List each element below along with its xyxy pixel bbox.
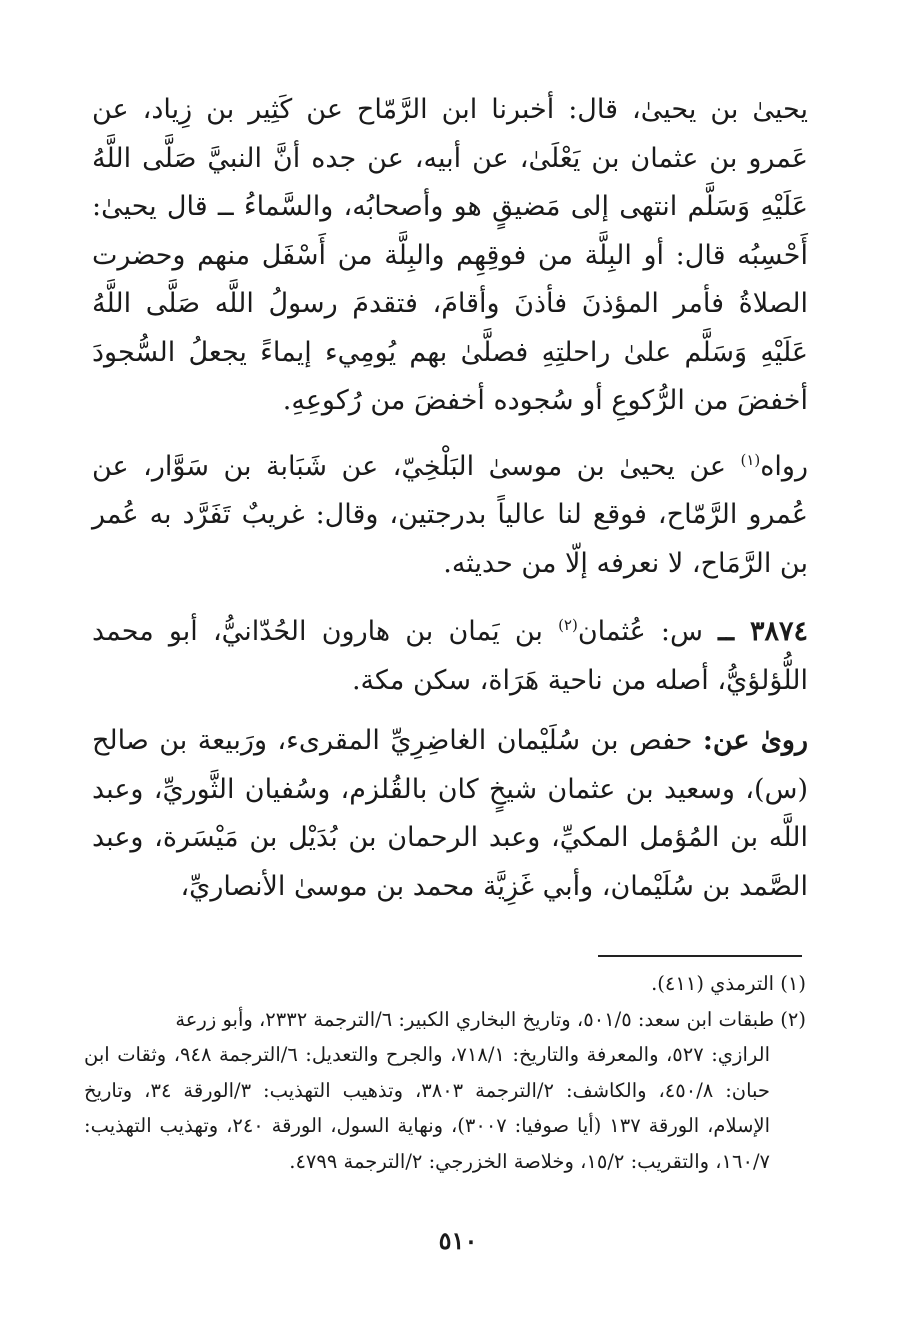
narration-lead: رواه [760, 450, 808, 482]
footnote-label: (١) [780, 972, 806, 995]
page-number: ٥١٠ [438, 1226, 478, 1255]
biography-entry [92, 608, 808, 705]
narrated-from-paragraph [92, 717, 808, 911]
footnote-2 [84, 1002, 806, 1038]
entry-name: س: عُثمان [577, 616, 719, 647]
footnote-divider [598, 955, 802, 957]
footnote-text: الرازي: ٥٢٧، والمعرفة والتاريخ: ٧١٨/١، والجرح والتعديل: ٦/الترجمة ٩٤٨، وثقات ابن حبان: ٤٥٠/٨، والكاشف: ٢/الترجمة ٣٨٠٣، وتذهيب التهذيب: ٣/الورقة ٣٤، وتاريخ الإسلام، الورقة ١٣٧ (أيا صوفيا: ٣٠٠٧)، ونهاية السول، الورقة ٢٤٠، وتهذيب التهذيب: ١٦٠/٧، والتقريب: ١٥/٢، وخلاصة الخزرجي: ٢/الترجمة ٤٧٩٩. [84, 1043, 771, 1173]
footnote-text: الترمذي (٤١١). [651, 972, 775, 995]
footnote-label: (٢) [780, 1007, 806, 1031]
entry-number: ٣٨٧٤ ــ [718, 616, 808, 647]
hadith-paragraph [92, 86, 808, 426]
footnote-2-continued [84, 1037, 806, 1179]
narrated-from-text: حفص بن سُلَيْمان الغاضِرِيِّ المقرىء، ورَبيعة بن صالح (س)، وسعيد بن عثمان شيخٍ كان بالقُلزم، وسُفيان الثَّوريِّ، وعبد اللَّه بن المُؤمل المكيِّ، وعبد الرحمان بن بُدَيْل بن مَيْسَرة، وعبد الصَّمد بن سُلَيْمان، وأبي غَزِيَّة محمد بن موسىٰ الأنصاريِّ، [92, 725, 808, 902]
narrated-from-label: روىٰ عن: [702, 725, 808, 756]
footnotes [84, 966, 806, 1179]
main-text [92, 86, 808, 911]
footnote-1 [84, 966, 806, 1002]
narration-text: عن يحيىٰ بن موسىٰ البَلْخِيّ، عن شَبَابة بن سَوَّار، عن عُمرو الرَّمّاح، فوقع لنا عالياً بدرجتين، وقال: غريبٌ تَفَرَّد به عُمر بن الرَّمَاح، لا نعرفه إلّا من حديثه. [92, 450, 808, 579]
hadith-text: يحيىٰ بن يحيىٰ، قال: أخبرنا ابن الرَّمّاح عن كَثِير بن زِياد، عن عَمرو بن عثمان بن يَعْلَىٰ، عن أبيه، عن جده أنَّ النبيَّ صَلَّى اللَّهُ عَلَيْهِ وَسَلَّم انتهى إلى مَضيقٍ هو وأصحابُه، والسَّماءُ ــ قال يحيىٰ: أَحْسِبُه قال: أو البِلَّة من فوقِهِم والبِلَّة من أَسْفَل منهم وحضرت الصلاةُ فأمر المؤذنَ فأذنَ وأقامَ، فتقدمَ رسولُ اللَّه صَلَّى اللَّهُ عَلَيْهِ وَسَلَّم علىٰ راحلتِهِ فصلَّىٰ بهم يُومِيء إيماءً يجعلُ السُّجودَ أخفضَ من الرُّكوعِ أو سُجوده أخفضَ من رُكوعِهِ. [92, 94, 808, 416]
footnote-text: طبقات ابن سعد: ٥٠١/٥، وتاريخ البخاري الكبير: ٦/الترجمة ٢٣٣٢، وأبو زرعة [175, 1007, 775, 1031]
footnote-ref-1: (١) [740, 450, 761, 469]
narration-paragraph [92, 443, 808, 589]
entry-text: بن يَمان بن هارون الحُدّانيُّ، أبو محمد اللُّؤلؤيُّ، أصله من ناحية هَرَاة، سكن مكة. [92, 616, 808, 696]
footnote-ref-2: (٢) [558, 616, 578, 634]
